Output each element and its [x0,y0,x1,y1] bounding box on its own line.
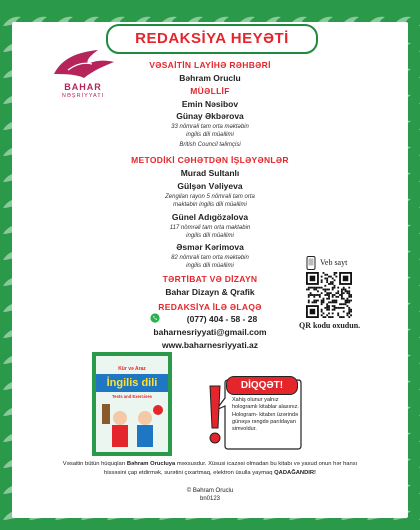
methodist-name-3: Günel Adıgözəlova [171,212,249,222]
author-desc-3: British Council təlimçisi [179,142,241,148]
contact-phone[interactable]: (077) 404 - 58 - 28 [186,314,258,324]
methodist-desc-4b: ingilis dili müəllimi [186,263,234,269]
qr-label: Veb sayt [320,258,348,267]
methodist-desc-4a: 82 nömrəli tam orta məktəbin [171,255,249,261]
page-title: REDAKSİYA HEYƏTİ [106,24,318,54]
phone-icon [306,256,316,270]
design-heading: TƏRTİBAT VƏ DİZAYN [162,274,258,284]
methodist-name-1: Murad Sultanlı [180,168,240,178]
book-title-sub: Tests and Exercises [112,394,152,399]
qr-caption: QR kodu oxudun. [299,321,361,330]
notice-line-2: Hologram- kitabın üzərində günəşə rəngdə parıldayan simvoldur. [232,412,299,432]
rights-forbidden: QADAĞANDIR! [274,469,316,476]
notice-line-1: Xahiş olunur yalnız hologramlı kitablar alasınız. [232,397,299,410]
notice-text [232,397,300,433]
director-heading: VƏSAİTİN LAYİHƏ RƏHBƏRİ [149,60,271,70]
copyright-notice [60,460,360,477]
copyright-line: © Bəhram Oruclu [186,488,234,494]
methodist-desc-3b: ingilis dili müəllimi [186,233,234,239]
author-name-2: Günay Əkbərova [176,111,244,121]
design-name: Bahar Dizayn & Qrafik [165,287,255,297]
book-title-top: Kür və Araz [118,366,146,372]
methodist-name-2: Gülşən Vəliyeva [177,181,243,191]
whatsapp-icon [150,313,160,323]
author-desc-2: ingilis dili müəllimi [186,132,234,138]
methodist-desc-3a: 117 nömrəli tam orta məktəbin [169,225,251,231]
contact-heading: REDAKSİYA İLƏ ƏLAQƏ [158,302,262,312]
logo-name: BAHAR [64,82,102,92]
rights-text-a: Vəsaitin bütün hüquqları [62,461,127,467]
book-cover-image [92,352,172,456]
contact-email[interactable]: baharnesriyyati@gmail.com [153,327,267,337]
qr-code[interactable] [306,272,352,318]
methodist-name-4: Əsmər Kərimova [176,242,244,252]
author-heading: MÜƏLLİF [190,86,230,96]
methodist-desc-2b: məktəbin ingilis dili müəllimi [173,202,247,208]
notice-title: DİQQƏT! [226,376,298,395]
methodists-heading: METODİKİ CƏHƏTDƏN İŞLƏYƏNLƏR [131,155,289,165]
book-title-main: İngilis dili [106,377,158,389]
contact-website[interactable]: www.baharnesriyyati.az [161,340,259,350]
rights-owner: Bəhram Orucluya [126,461,176,467]
author-desc-1: 33 nömrəli tam orta məktəbin [171,124,249,130]
director-name: Bəhram Oruclu [179,73,241,83]
methodist-desc-2a: Zengilan rayon 5 nömrəli tam orta [165,194,255,200]
author-name-1: Emin Nəsibov [181,99,239,109]
rights-text-b: məxsusdur. Xüsusi icazəsi olmadan bu kitabı və yaxud onun hər hansı hissəsini çap etdirmək, surətini çıxartmaq, elektron üsulla yaymaq [104,461,358,476]
book-code: bn0123 [199,496,221,502]
logo-subtitle: NƏŞRİYYATI [61,93,105,99]
